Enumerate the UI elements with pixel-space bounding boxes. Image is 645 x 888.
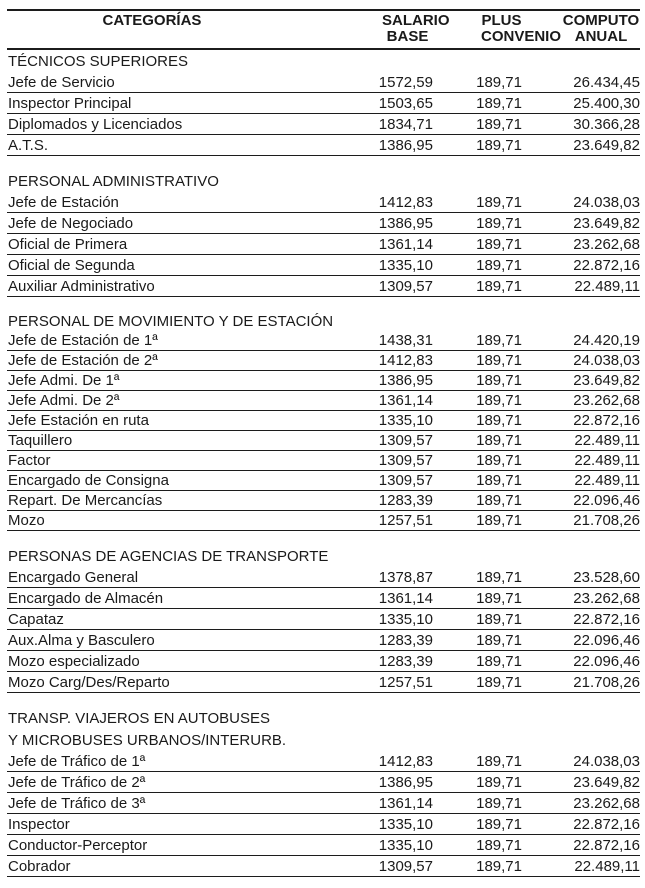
categoria-cell: Inspector Principal [8, 94, 132, 112]
computo-anual-cell: 30.366,28 [573, 115, 640, 133]
table-row [7, 411, 640, 431]
salario-base-cell: 1283,39 [378, 652, 433, 670]
plus-convenio-cell: 189,71 [476, 277, 522, 295]
table-row [7, 630, 640, 651]
computo-anual-cell: 22.489,11 [574, 452, 640, 469]
table-row [7, 491, 640, 511]
plus-convenio-cell: 189,71 [476, 631, 522, 649]
categoria-cell: Jefe de Tráfico de 1ª [8, 752, 146, 770]
document-page [7, 9, 640, 877]
plus-convenio-cell: 189,71 [476, 794, 522, 812]
plus-convenio-cell: 189,71 [476, 673, 522, 691]
computo-anual-cell: 24.038,03 [573, 193, 640, 211]
salario-base-cell: 1335,10 [378, 256, 433, 274]
categoria-cell: Diplomados y Licenciados [8, 115, 183, 133]
salario-base-cell: 1503,65 [378, 94, 433, 112]
table-row [7, 72, 640, 93]
plus-convenio-cell: 189,71 [476, 412, 522, 429]
table-row [7, 772, 640, 793]
table-row [7, 431, 640, 451]
section-title: PERSONAS DE AGENCIAS DE TRANSPORTE [8, 547, 329, 565]
categoria-cell: Encargado General [8, 568, 139, 586]
categoria-cell: Jefe de Estación de 1ª [8, 332, 158, 349]
table-row [7, 213, 640, 234]
plus-convenio-cell: 189,71 [476, 836, 522, 854]
table-row [7, 856, 640, 877]
computo-anual-cell: 22.872,16 [573, 256, 640, 274]
plus-convenio-cell: 189,71 [476, 492, 522, 509]
plus-convenio-cell: 189,71 [476, 235, 522, 253]
header-plus-line1: PLUS [481, 12, 522, 29]
salario-base-cell: 1386,95 [378, 372, 433, 389]
salario-base-cell: 1309,57 [378, 452, 433, 469]
salario-base-cell: 1386,95 [378, 136, 433, 154]
computo-anual-cell: 22.096,46 [573, 492, 640, 509]
table-section [7, 311, 640, 531]
table-section [7, 170, 640, 297]
computo-anual-cell: 23.528,60 [573, 568, 640, 586]
computo-anual-cell: 23.262,68 [573, 589, 640, 607]
plus-convenio-cell: 189,71 [476, 568, 522, 586]
salario-base-cell: 1309,57 [378, 472, 433, 489]
plus-convenio-cell: 189,71 [476, 136, 522, 154]
categoria-cell: Mozo [8, 512, 45, 529]
table-section [7, 707, 640, 877]
header-plus-convenio [433, 12, 562, 45]
computo-anual-cell: 22.489,11 [574, 472, 640, 489]
computo-anual-cell: 25.400,30 [573, 94, 640, 112]
plus-convenio-cell: 189,71 [476, 610, 522, 628]
table-row [7, 567, 640, 588]
categoria-cell: A.T.S. [8, 136, 49, 154]
table-row [7, 391, 640, 411]
header-computo-line1: COMPUTO [562, 12, 640, 29]
computo-anual-cell: 23.262,68 [573, 392, 640, 409]
plus-convenio-cell: 189,71 [476, 773, 522, 791]
table-section [7, 545, 640, 693]
table-row [7, 609, 640, 630]
categoria-cell: Factor [8, 452, 51, 469]
table-row [7, 672, 640, 693]
plus-convenio-cell: 189,71 [476, 815, 522, 833]
computo-anual-cell: 22.489,11 [574, 432, 640, 449]
salario-base-cell: 1361,14 [378, 235, 433, 253]
salario-base-cell: 1335,10 [378, 412, 433, 429]
categoria-cell: Jefe de Estación de 2ª [8, 352, 158, 369]
header-salario-line1: SALARIO [382, 12, 450, 29]
categoria-cell: Inspector [8, 815, 70, 833]
salario-base-cell: 1361,14 [378, 589, 433, 607]
table-row [7, 234, 640, 255]
table-row [7, 751, 640, 772]
salario-base-cell: 1335,10 [378, 610, 433, 628]
plus-convenio-cell: 189,71 [476, 752, 522, 770]
plus-convenio-cell: 189,71 [476, 332, 522, 349]
salario-base-cell: 1283,39 [378, 492, 433, 509]
table-row [7, 114, 640, 135]
computo-anual-cell: 22.872,16 [573, 836, 640, 854]
table-header [7, 9, 640, 50]
salario-base-cell: 1361,14 [378, 794, 433, 812]
salario-base-cell: 1412,83 [378, 752, 433, 770]
categoria-cell: Jefe de Estación [8, 193, 119, 211]
salario-base-cell: 1386,95 [378, 773, 433, 791]
computo-anual-cell: 23.262,68 [573, 794, 640, 812]
salario-base-cell: 1412,83 [378, 352, 433, 369]
table-row [7, 511, 640, 531]
computo-anual-cell: 22.096,46 [573, 652, 640, 670]
table-section [7, 50, 640, 156]
salario-base-cell: 1361,14 [378, 392, 433, 409]
header-categorias [7, 13, 337, 45]
table-row [7, 588, 640, 609]
categoria-cell: Aux.Alma y Basculero [8, 631, 155, 649]
salario-base-cell: 1572,59 [378, 73, 433, 91]
computo-anual-cell: 21.708,26 [573, 512, 640, 529]
table-row [7, 276, 640, 297]
categoria-cell: Capataz [8, 610, 64, 628]
plus-convenio-cell: 189,71 [476, 392, 522, 409]
computo-anual-cell: 23.649,82 [573, 773, 640, 791]
categoria-cell: Jefe de Tráfico de 2ª [8, 773, 146, 791]
salario-base-cell: 1386,95 [378, 214, 433, 232]
salario-base-cell: 1283,39 [378, 631, 433, 649]
salario-base-cell: 1335,10 [378, 815, 433, 833]
categoria-cell: Oficial de Primera [8, 235, 128, 253]
categoria-cell: Mozo especializado [8, 652, 140, 670]
salario-base-cell: 1309,57 [378, 277, 433, 295]
plus-convenio-cell: 189,71 [476, 115, 522, 133]
plus-convenio-cell: 189,71 [476, 73, 522, 91]
categoria-cell: Oficial de Segunda [8, 256, 135, 274]
plus-convenio-cell: 189,71 [476, 193, 522, 211]
plus-convenio-cell: 189,71 [476, 214, 522, 232]
computo-anual-cell: 22.489,11 [574, 277, 640, 295]
table-row [7, 793, 640, 814]
computo-anual-cell: 22.096,46 [573, 631, 640, 649]
plus-convenio-cell: 189,71 [476, 652, 522, 670]
salario-base-cell: 1335,10 [378, 836, 433, 854]
salario-base-cell: 1309,57 [378, 857, 433, 875]
plus-convenio-cell: 189,71 [476, 432, 522, 449]
plus-convenio-cell: 189,71 [476, 452, 522, 469]
header-computo-anual [522, 13, 640, 45]
categoria-cell: Taquillero [8, 432, 73, 449]
categoria-cell: Auxiliar Administrativo [8, 277, 155, 295]
computo-anual-cell: 24.038,03 [573, 752, 640, 770]
header-computo-line2: ANUAL [574, 28, 628, 45]
computo-anual-cell: 24.420,19 [573, 332, 640, 349]
categoria-cell: Encargado de Almacén [8, 589, 164, 607]
computo-anual-cell: 23.649,82 [573, 372, 640, 389]
plus-convenio-cell: 189,71 [476, 372, 522, 389]
salario-base-cell: 1309,57 [378, 432, 433, 449]
computo-anual-cell: 23.649,82 [573, 136, 640, 154]
computo-anual-cell: 21.708,26 [573, 673, 640, 691]
computo-anual-cell: 23.649,82 [573, 214, 640, 232]
plus-convenio-cell: 189,71 [476, 589, 522, 607]
table-row [7, 135, 640, 156]
plus-convenio-cell: 189,71 [476, 857, 522, 875]
header-categorias-label: CATEGORÍAS [102, 12, 202, 29]
table-row [7, 651, 640, 672]
table-row [7, 93, 640, 114]
table-row [7, 835, 640, 856]
salario-base-cell: 1834,71 [378, 115, 433, 133]
salario-base-cell: 1412,83 [378, 193, 433, 211]
computo-anual-cell: 22.872,16 [573, 412, 640, 429]
header-salario-line2: BASE [386, 28, 429, 45]
categoria-cell: Jefe de Negociado [8, 214, 134, 232]
computo-anual-cell: 23.262,68 [573, 235, 640, 253]
table-body [7, 50, 640, 877]
categoria-cell: Jefe de Tráfico de 3ª [8, 794, 146, 812]
categoria-cell: Jefe de Servicio [8, 73, 115, 91]
salario-base-cell: 1257,51 [378, 512, 433, 529]
categoria-cell: Jefe Admi. De 2ª [8, 392, 120, 409]
table-row [7, 192, 640, 213]
categoria-cell: Mozo Carg/Des/Reparto [8, 673, 170, 691]
header-salario-base [337, 12, 450, 45]
section-title: Y MICROBUSES URBANOS/INTERURB. [8, 731, 287, 749]
table-row [7, 255, 640, 276]
salario-base-cell: 1378,87 [378, 568, 433, 586]
table-row [7, 451, 640, 471]
plus-convenio-cell: 189,71 [476, 472, 522, 489]
plus-convenio-cell: 189,71 [476, 94, 522, 112]
salario-base-cell: 1257,51 [378, 673, 433, 691]
section-title: PERSONAL DE MOVIMIENTO Y DE ESTACIÓN [8, 312, 334, 330]
section-title: PERSONAL ADMINISTRATIVO [8, 172, 219, 190]
table-row [7, 471, 640, 491]
salario-base-cell: 1438,31 [378, 332, 433, 349]
computo-anual-cell: 22.872,16 [573, 815, 640, 833]
section-title: TÉCNICOS SUPERIORES [8, 52, 189, 70]
section-title: TRANSP. VIAJEROS EN AUTOBUSES [8, 709, 271, 727]
computo-anual-cell: 22.489,11 [574, 857, 640, 875]
computo-anual-cell: 22.872,16 [573, 610, 640, 628]
categoria-cell: Jefe Estación en ruta [8, 412, 149, 429]
categoria-cell: Conductor-Perceptor [8, 836, 148, 854]
table-row [7, 814, 640, 835]
table-row [7, 351, 640, 371]
categoria-cell: Encargado de Consigna [8, 472, 169, 489]
computo-anual-cell: 24.038,03 [573, 352, 640, 369]
header-plus-line2: CONVENIO [481, 28, 562, 45]
categoria-cell: Jefe Admi. De 1ª [8, 372, 120, 389]
plus-convenio-cell: 189,71 [476, 512, 522, 529]
plus-convenio-cell: 189,71 [476, 256, 522, 274]
categoria-cell: Cobrador [8, 857, 71, 875]
table-row [7, 371, 640, 391]
computo-anual-cell: 26.434,45 [573, 73, 640, 91]
plus-convenio-cell: 189,71 [476, 352, 522, 369]
table-row [7, 331, 640, 351]
categoria-cell: Repart. De Mercancías [8, 492, 163, 509]
